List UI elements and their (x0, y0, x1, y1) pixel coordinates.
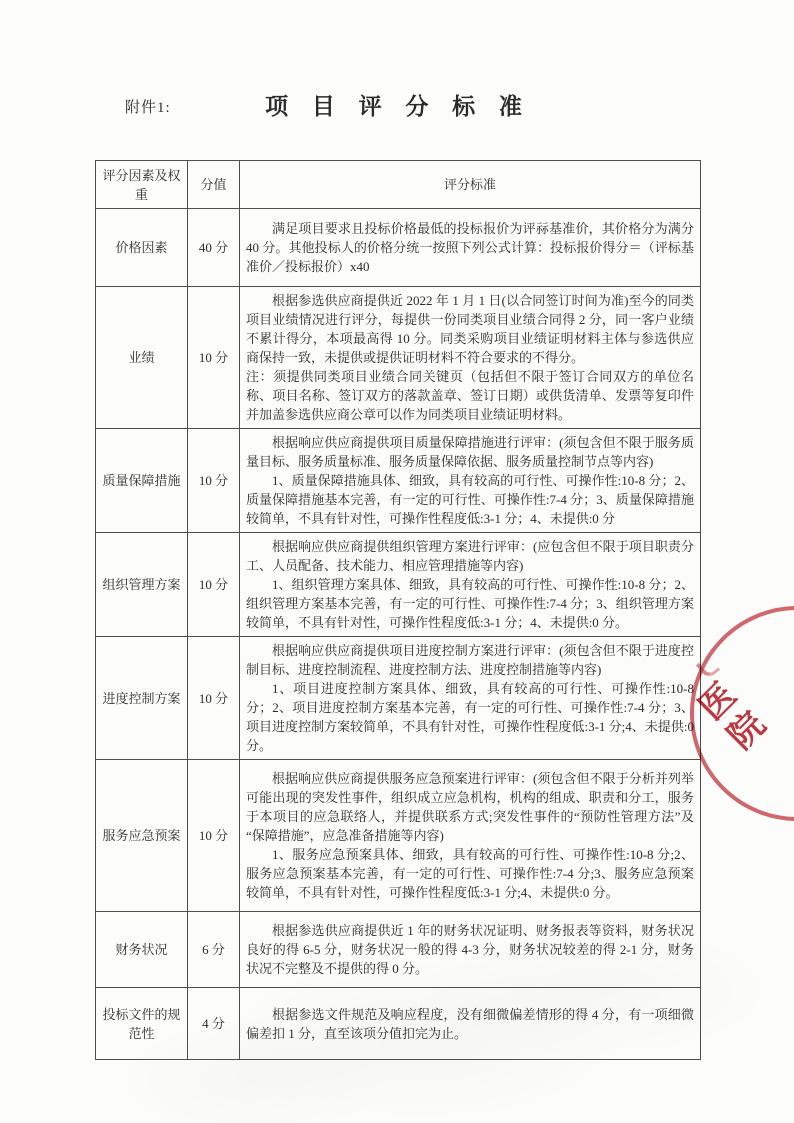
factor-cell: 质量保障措施 (96, 429, 188, 533)
table-row (96, 209, 701, 287)
criteria-cell (240, 533, 701, 637)
score-cell: 6 分 (188, 912, 240, 988)
table-row (96, 988, 701, 1060)
criteria-paragraph: 1、质量保障措施具体、细致，具有较高的可行性、可操作性:10-8 分；2、质量保障措施基本完善，有一定的可行性、可操作性:7-4 分；3、质量保障措施较简单，不具有针对性，可操作性程度低:3-1 分；4、未提供:0 分 (246, 473, 694, 526)
score-cell: 40 分 (188, 209, 240, 287)
table-row (96, 533, 701, 637)
page-title: 项 目 评 分 标 准 (265, 94, 531, 119)
criteria-paragraph: 根据响应供应商提供项目质量保障措施进行评审：(须包含但不限于服务质量目标、服务质量标准、服务质量保障依据、服务质量控制节点等内容) (246, 435, 694, 469)
criteria-paragraph: 根据参选供应商提供近 2022 年 1 月 1 日(以合同签订时间为准)至今的同类项目业绩情况进行评分，每提供一份同类项目业绩合同得 2 分，同一客户业绩不累计得分，本项最高得 10 分。同类采购项目业绩证明材料主体与参选供应商保持一致，未提供或提供证明材料不符合要求的不得分。 (246, 293, 694, 365)
factor-cell: 财务状况 (96, 912, 188, 988)
criteria-cell (240, 429, 701, 533)
criteria-paragraph: 满足项目要求且投标价格最低的投标报价为评祘基准价，其价格分为满分 40 分。其他投标人的价格分统一按照下列公式计算：投标报价得分＝（评标基准价／投标报价）x40 (246, 221, 694, 274)
official-seal-stamp (690, 606, 794, 821)
criteria-paragraph: 1、项目进度控制方案具体、细致，具有较高的可行性、可操作性:10-8 分；2、项目进度控制方案基本完善，有一定的可行性、可操作性:7-4 分；3、项目进度控制方案较简单，不具有针对性，可操作性程度低:3-1 分;4、未提供:0 分。 (246, 681, 694, 753)
factor-cell: 服务应急预案 (96, 760, 188, 912)
factor-cell: 业绩 (96, 287, 188, 429)
factor-cell: 进度控制方案 (96, 637, 188, 760)
criteria-cell (240, 988, 701, 1060)
table-row (96, 429, 701, 533)
criteria-paragraph: 根据参选文件规范及响应程度，没有细微偏差情形的得 4 分，有一项细微偏差扣 1 分，直至该项分值扣完为止。 (246, 1006, 694, 1041)
score-cell: 10 分 (188, 760, 240, 912)
factor-cell: 价格因素 (96, 209, 188, 287)
seal-circle-border (690, 606, 794, 821)
score-cell: 10 分 (188, 429, 240, 533)
attachment-label: 附件1: (125, 100, 171, 116)
table-row (96, 287, 701, 429)
criteria-paragraph: 1、服务应急预案具体、细致，具有较高的可行性、可操作性:10-8 分;2、服务应急预案基本完善，有一定的可行性、可操作性:7-4 分;3、服务应急预案较简单，不具有针对性，可操作性程度低:3-1 分;4、未提供:0 分。 (246, 847, 694, 900)
header-factor: 评分因素及权重 (96, 161, 188, 209)
criteria-cell (240, 637, 701, 760)
table-row (96, 637, 701, 760)
seal-text: 医院 (688, 675, 775, 762)
document-content (95, 88, 701, 1060)
criteria-paragraph: 1、组织管理方案具体、细致，具有较高的可行性、可操作性:10-8 分；2、组织管理方案基本完善，有一定的可行性、可操作性:7-4 分；3、组织管理方案较简单，不具有针对性，可操作性程度低:3-1 分；4、未提供:0 分。 (246, 577, 694, 630)
factor-cell: 组织管理方案 (96, 533, 188, 637)
factor-cell: 投标文件的规范性 (96, 988, 188, 1060)
scoring-table-header (96, 161, 701, 209)
criteria-paragraph: 根据响应供应商提供服务应急预案进行评审：(须包含但不限于分析并列举可能出现的突发性事件，组织成立应急机构，机构的组成、职责和分工，服务于本项目的应急联络人，并提供联系方式;突发性事件的“预防性管理方法”及“保障措施”，应急准备措施等内容) (246, 771, 694, 843)
criteria-paragraph: 注：须提供同类项目业绩合同关键页（包括但不限于签订合同双方的单位名称、项目名称、签订双方的落款盖章、签订日期）或供货清单、发票等复印件并加盖参选供应商公章可以作为同类项目业绩证明材料。 (246, 369, 694, 422)
score-cell: 10 分 (188, 637, 240, 760)
table-row (96, 760, 701, 912)
score-cell: 10 分 (188, 533, 240, 637)
scoring-table (95, 160, 701, 1060)
score-cell: 10 分 (188, 287, 240, 429)
header-criteria: 评分标准 (240, 161, 701, 209)
criteria-paragraph: 根据响应供应商提供项目进度控制方案进行评审：(须包含但不限于进度控制目标、进度控制流程、进度控制方法、进度控制措施等内容) (246, 643, 694, 677)
criteria-paragraph: 根据参选供应商提供近 1 年的财务状况证明、财务报表等资料，财务状况良好的得 6-5 分，财务状况一般的得 4-3 分，财务状况较差的得 2-1 分，财务状况不完整及不提供的得 0 分。 (246, 923, 694, 976)
header-score: 分值 (188, 161, 240, 209)
criteria-cell (240, 209, 701, 287)
scoring-table-body (96, 209, 701, 1060)
header-row (96, 161, 701, 209)
criteria-cell (240, 912, 701, 988)
table-row (96, 912, 701, 988)
score-cell: 4 分 (188, 988, 240, 1060)
criteria-cell (240, 760, 701, 912)
criteria-paragraph: 根据响应供应商提供组织管理方案进行评审：(应包含但不限于项目职责分工、人员配备、技术能力、相应管理措施等内容) (246, 539, 694, 573)
document-header (95, 88, 701, 134)
criteria-cell (240, 287, 701, 429)
